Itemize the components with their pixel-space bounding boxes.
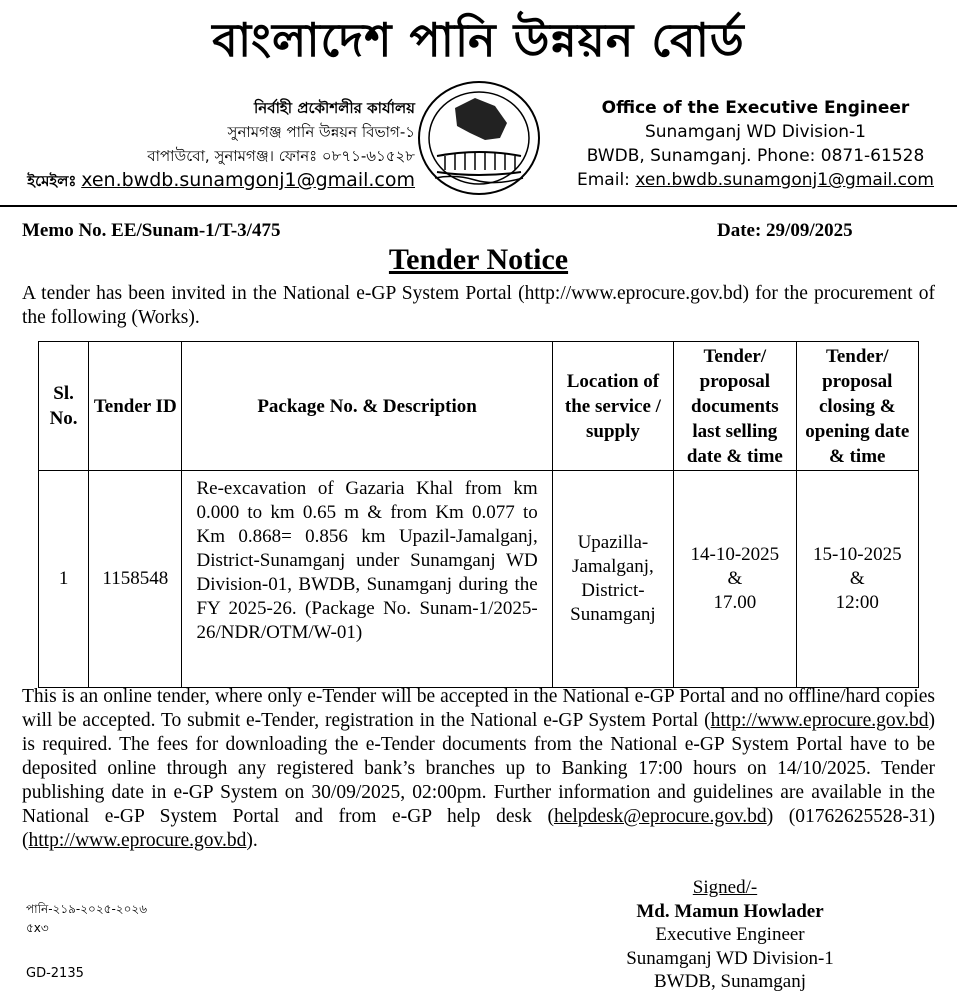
para-part-1: This is an online tender, where only e-Tender will be accepted in the National e-GP Portal and no offline/hard copies will be accepted. To submit e-Tender, registration in the National e-GP System Portal ( — [22, 686, 935, 731]
selling-time: 17.00 — [713, 592, 757, 613]
table-header-row — [39, 342, 919, 471]
eprocure-link-1[interactable]: http://www.eprocure.gov.bd — [710, 710, 929, 731]
bwdb-emblem-icon — [415, 78, 543, 198]
signatory-designation: Executive Engineer — [655, 924, 805, 945]
cell-closing-date — [796, 471, 918, 688]
para-part-4: ). — [246, 830, 258, 851]
cell-location: Upazilla-Jamalganj, District-Sunamganj — [552, 471, 673, 688]
organization-title-bn: বাংলাদেশ পানি উন্নয়ন বোর্ড — [212, 13, 745, 67]
intro-paragraph: A tender has been invited in the National e-GP System Portal (http://www.eprocure.gov.bd) for the procurement of the following (Works). — [22, 283, 935, 328]
memo-number: Memo No. EE/Sunam-1/T-3/475 — [22, 220, 281, 241]
para-part-3: ) (01762625528-31) ( — [22, 806, 935, 851]
header-package: Package No. & Description — [182, 342, 552, 471]
eprocure-link-2[interactable]: http://www.eprocure.gov.bd — [28, 830, 247, 851]
cell-sl: 1 — [39, 471, 89, 688]
cell-description: Re-excavation of Gazaria Khal from km 0.000 to km 0.65 m & from Km 0.077 to Km 0.868= 0.856 km Upazil-Jamalganj, District-Sunamganj under Sunamganj WD Division-01, BWDB, Sunamganj during the FY 2025-26. (Package No. Sunam-1/2025-26/NDR/OTM/W-01) — [182, 471, 552, 688]
notice-title: Tender Notice — [388, 243, 569, 276]
gd-code: GD-2135 — [26, 966, 84, 981]
cell-tender-id: 1158548 — [89, 471, 182, 688]
header-sl-no: Sl. No. — [39, 342, 89, 471]
para-part-2: ) is required. The fees for downloading the e-Tender documents from the National e-GP System Portal have to be deposited online through any registered bank’s branches up to Banking 17:00 hours on 14/10/2025. Tender publishing date in e-GP System on 30/09/2025, 02:00pm. Further information and guidelines are available in the National e-GP System Portal and from e-GP help desk ( — [22, 710, 935, 827]
publication-code-line2: ৫x৩ — [26, 921, 49, 935]
selling-amp: & — [727, 568, 743, 589]
publication-code-line1: পানি-২১৯-২০২৫-২০২৬ — [26, 902, 147, 916]
signed-label: Signed/- — [692, 877, 758, 898]
header-selling-date: Tender/ proposal documents last selling date & time — [674, 342, 796, 471]
header-divider — [0, 205, 957, 207]
address-phone-bn: বাপাউবো, সুনামগঞ্জ। ফোনঃ ০৮৭১-৬১৫২৮ — [147, 147, 415, 165]
office-address-en — [568, 96, 943, 192]
closing-date: 15-10-2025 — [812, 544, 902, 565]
address-phone-en: BWDB, Sunamganj. Phone: 0871-61528 — [586, 146, 925, 166]
closing-time: 12:00 — [835, 592, 879, 613]
table-row — [39, 471, 919, 688]
email-link-bn[interactable]: xen.bwdb.sunamgonj1@gmail.com — [81, 169, 415, 191]
publication-code — [26, 900, 147, 938]
division-name-en: Sunamganj WD Division-1 — [644, 122, 867, 142]
closing-amp: & — [849, 568, 865, 589]
cell-selling-date — [674, 471, 796, 688]
email-label-bn: ইমেইলঃ — [27, 172, 77, 190]
email-label-en: Email: — [577, 170, 630, 190]
email-line-bn — [10, 168, 415, 193]
notice-date: Date: 29/09/2025 — [717, 220, 853, 241]
signatory-division: Sunamganj WD Division-1 — [626, 947, 834, 969]
office-name-bn: নির্বাহী প্রকৌশলীর কার্যালয় — [253, 99, 415, 117]
header-location: Location of the service / supply — [552, 342, 673, 471]
instructions-paragraph — [22, 685, 935, 853]
helpdesk-email-link[interactable]: helpdesk@eprocure.gov.bd — [553, 806, 767, 827]
division-name-bn: সুনামগঞ্জ পানি উন্নয়ন বিভাগ-১ — [227, 123, 415, 141]
header-closing-date: Tender/ proposal closing & opening date & time — [796, 342, 918, 471]
tender-table — [38, 341, 919, 688]
office-address-bn — [10, 96, 415, 193]
signatory-office: BWDB, Sunamganj — [654, 971, 806, 992]
signatory-name: Md. Mamun Howlader — [636, 900, 824, 922]
header-tender-id: Tender ID — [89, 342, 182, 471]
office-name-en: Office of the Executive Engineer — [601, 98, 910, 118]
signature-block — [560, 876, 900, 994]
email-line-en — [568, 168, 943, 192]
selling-date: 14-10-2025 — [690, 544, 780, 565]
email-link-en[interactable]: xen.bwdb.sunamgonj1@gmail.com — [635, 170, 934, 190]
